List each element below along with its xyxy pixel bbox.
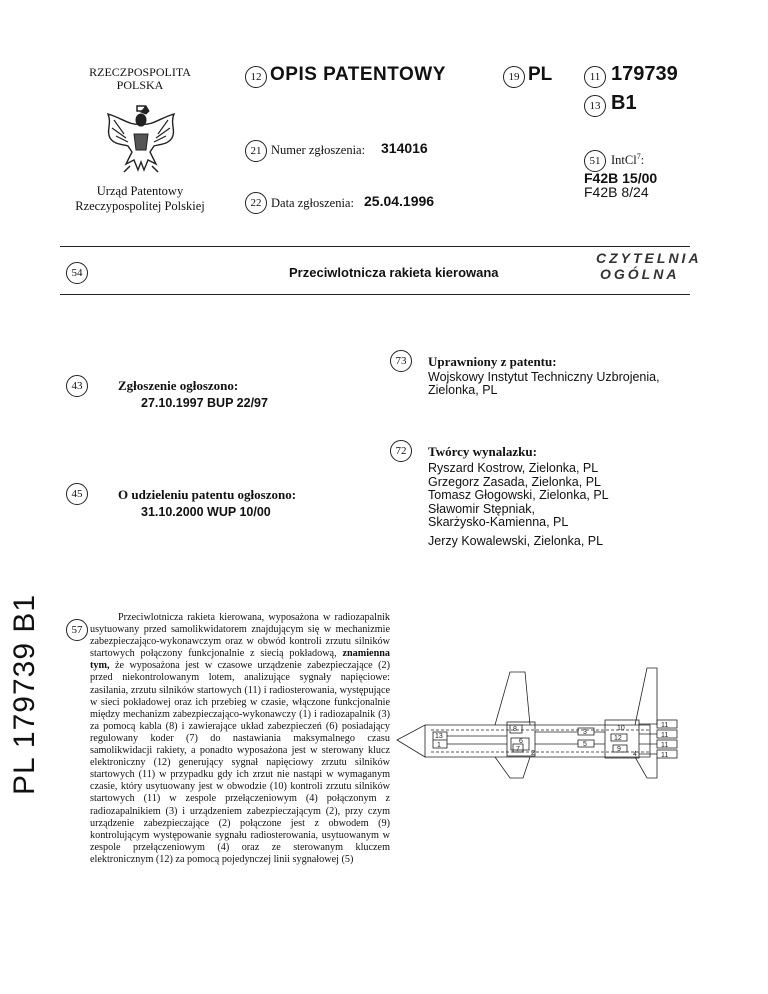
code-13-circle: 13: [584, 95, 606, 117]
rocket-schematic: [395, 660, 695, 780]
figure-label: 6: [519, 738, 523, 745]
code-72-circle: 72: [390, 440, 412, 462]
inventor-line: Skarżysko-Kamienna, PL: [428, 515, 569, 530]
figure-label: 7: [516, 746, 520, 753]
inventor-line: Ryszard Kostrow, Zielonka, PL: [428, 461, 599, 475]
holder-label: Uprawniony z patentu:: [428, 354, 557, 369]
side-patent-label: PL 179739 B1: [8, 593, 41, 795]
stamp-line-1: CZYTELNIA: [596, 250, 702, 266]
abstract-part-1: Przeciwlotnicza rakieta kierowana, wyposażona w radiozapalnik usytuowany przed samolikwidatorem znajdującym się w mechanizmie zabezpieczająco-wykonawczym oraz w obwód kontroli zrzutu silników startowych połączony funkcjonalnie z siecią pokładową,: [90, 612, 390, 660]
header-divider: [60, 246, 690, 247]
inventors-list: [428, 462, 609, 549]
figure-label: 13: [435, 733, 443, 740]
figure-label: 8: [513, 726, 517, 733]
ipc-colon: :: [640, 153, 645, 168]
office-line-1: Urząd Patentowy: [96, 184, 184, 198]
code-19-circle: 19: [503, 66, 525, 88]
announced-label: Zgłoszenie ogłoszono:: [118, 378, 239, 393]
granted-value: 31.10.2000 WUP 10/00: [141, 505, 271, 519]
patent-number: 179739: [611, 63, 678, 85]
holder-line-1: Wojskowy Instytut Techniczny Uzbrojenia,: [428, 370, 660, 384]
figure-label: 5: [583, 741, 587, 748]
code-45-circle: 45: [66, 483, 88, 505]
inventor-line: Tomasz Głogowski, Zielonka, PL: [428, 488, 609, 503]
ipc-secondary: F42B 8/24: [584, 184, 649, 200]
inventor-line: Sławomir Stępniak,: [428, 501, 535, 516]
abstract-part-2: że wyposażona jest w czasowe urządzenie zabezpieczające (2) przed niekontrolowanym lotem, analizujące sygnały napięciowe: zasilania, zrzutu silników startowych (11) i radiosterowania, występujące w sieci pokładowej oraz ich przebieg w czasie, włączone funkcjonalnie między mechanizm zabezpieczająco-wykonawczy (1) i radiozapalnik (3) za pomocą kabla (8) i zawierające układ zabezpieczeń (6) posiadający regulowany koder (7) do nastawiania maksymalnego czasu samolikwidacji rakiety, a ponadto wyposażona jest w sterowany klucz elektroniczny (12) generujący sygnał napięciowy zrzutu silników startowych (11) w przypadku gdy ich zrzut nie nastąpi w wymaganym czasie, który usytuowany jest w obwodzie (10) kontroli zrzutu silników startowych (11) w zespole przełączeniowym (4) połączonym z radiozapalnikiem (3) i urządzeniem zabezpieczającym (2), przy czym urządzenie zabezpieczające (2) połączone jest z obwodem (9) kontrolującym występowanie sygnału radiosterowania, usytuowanym w zespole przełączeniowym (4) oraz ze sterowanym kluczem elektronicznym (12) za pomocą pojedynczej linii sygnałowej (5): [90, 660, 390, 865]
application-number-label: Numer zgłoszenia:: [271, 143, 366, 157]
granted-label: O udzieleniu patentu ogłoszono:: [118, 487, 297, 502]
code-57-circle: 57: [66, 619, 88, 641]
inventor-line: Jerzy Kowalewski, Zielonka, PL: [428, 533, 604, 548]
document-title: OPIS PATENTOWY: [270, 64, 446, 85]
filing-date: 25.04.1996: [364, 193, 435, 209]
figure-label: 4: [633, 751, 637, 758]
abstract-emphasis: znamienna tym,: [90, 648, 390, 672]
ipc-label: [611, 152, 644, 168]
inventor-line: Grzegorz Zasada, Zielonka, PL: [428, 474, 601, 489]
holder-line-2: Zielonka, PL: [428, 383, 498, 397]
code-51-circle: 51: [584, 150, 606, 172]
figure-label: 10: [617, 725, 625, 732]
figure-label: 11: [661, 722, 669, 729]
code-54-circle: 54: [66, 262, 88, 284]
figure-label: 12: [614, 735, 622, 742]
application-number: 314016: [381, 140, 428, 156]
polish-eagle-emblem: [100, 104, 182, 176]
stamp-line-2: OGÓLNA: [600, 266, 680, 282]
office-line-2: Rzeczypospolitej Polskiej: [75, 199, 205, 213]
code-21-circle: 21: [245, 140, 267, 162]
figure-label: 2: [531, 750, 535, 757]
code-43-circle: 43: [66, 375, 88, 397]
patent-office-name: [60, 184, 220, 214]
holder-name: [428, 371, 660, 397]
figure-label: 9: [617, 746, 621, 753]
country-line-2: POLSKA: [116, 78, 164, 92]
library-stamp: [596, 250, 702, 282]
inventors-label: Twórcy wynalazku:: [428, 444, 537, 459]
code-11-circle: 11: [584, 66, 606, 88]
ipc-primary: F42B 15/00: [584, 170, 658, 186]
figure-label: 11: [661, 732, 669, 739]
title-divider: [60, 294, 690, 295]
abstract-text: [90, 612, 390, 866]
kind-code: B1: [611, 92, 637, 114]
ipc-edition: 7: [636, 152, 641, 161]
code-22-circle: 22: [245, 192, 267, 214]
figure-label: 11: [661, 742, 669, 749]
code-73-circle: 73: [390, 350, 412, 372]
figure-label: 3: [583, 729, 587, 736]
filing-date-label: Data zgłoszenia:: [271, 196, 354, 210]
ipc-label-text: IntCl: [611, 153, 637, 168]
figure-label: 11: [661, 752, 669, 759]
code-12-circle: 12: [245, 66, 267, 88]
invention-title: Przeciwlotnicza rakieta kierowana: [289, 265, 499, 280]
announced-value: 27.10.1997 BUP 22/97: [141, 396, 268, 410]
country-line-1: RZECZPOSPOLITA: [89, 65, 191, 79]
country-name: [78, 66, 202, 92]
country-code: PL: [528, 64, 553, 85]
figure-label: 1: [437, 742, 441, 749]
